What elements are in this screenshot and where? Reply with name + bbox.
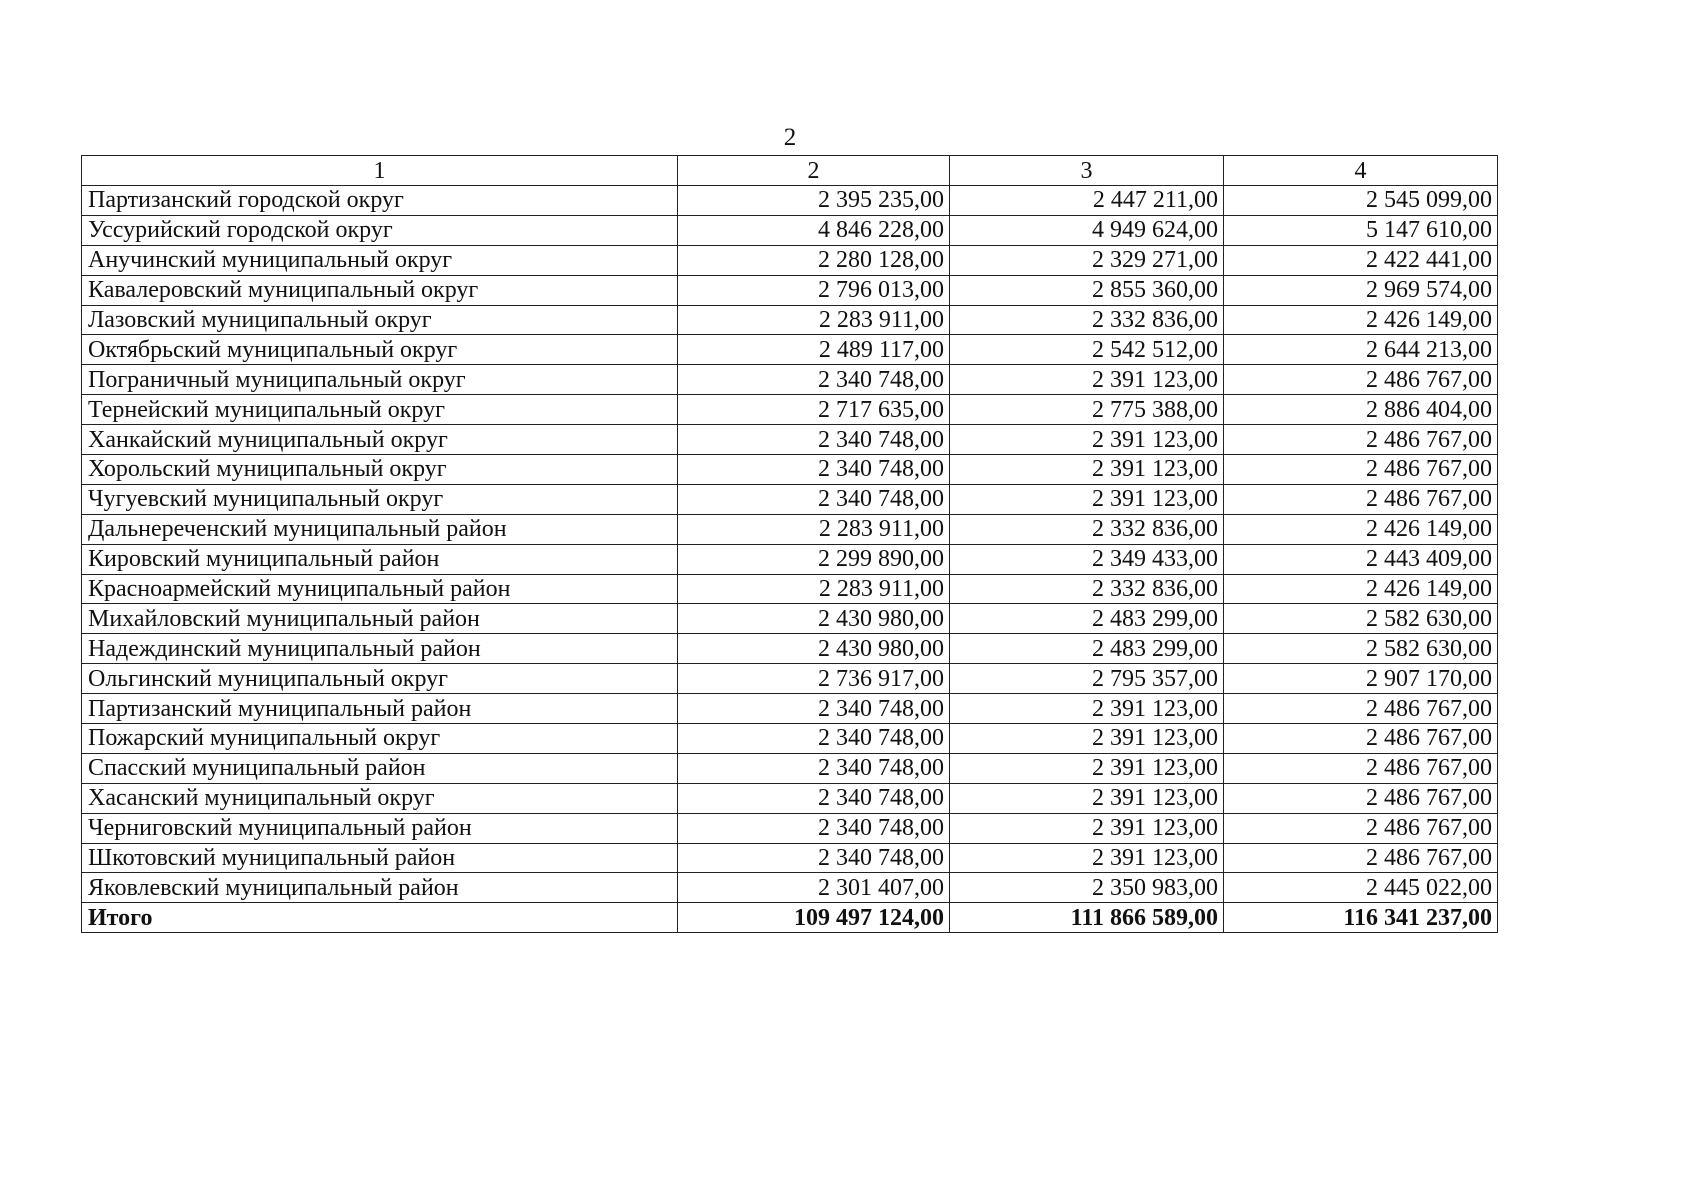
value-col-2: 2 340 748,00 (678, 843, 950, 873)
municipality-name: Хорольский муниципальный округ (82, 455, 678, 485)
value-col-4: 2 582 630,00 (1224, 634, 1498, 664)
table-row (82, 604, 1498, 634)
value-col-4: 2 486 767,00 (1224, 783, 1498, 813)
value-col-3: 2 391 123,00 (950, 365, 1224, 395)
municipality-name: Яковлевский муниципальный район (82, 873, 678, 903)
municipality-name: Дальнереченский муниципальный район (82, 514, 678, 544)
value-col-2: 2 430 980,00 (678, 634, 950, 664)
value-col-3: 2 391 123,00 (950, 425, 1224, 455)
municipality-name: Шкотовский муниципальный район (82, 843, 678, 873)
value-col-4: 2 426 149,00 (1224, 305, 1498, 335)
value-col-4: 2 486 767,00 (1224, 753, 1498, 783)
column-header: 1 (82, 156, 678, 186)
value-col-4: 2 907 170,00 (1224, 664, 1498, 694)
table-row (82, 425, 1498, 455)
value-col-3: 2 349 433,00 (950, 544, 1224, 574)
table-row (82, 186, 1498, 216)
table-row (82, 873, 1498, 903)
value-col-3: 2 775 388,00 (950, 395, 1224, 425)
value-col-2: 2 280 128,00 (678, 245, 950, 275)
municipality-name: Кавалеровский муниципальный округ (82, 275, 678, 305)
table-row (82, 753, 1498, 783)
table-row (82, 365, 1498, 395)
value-col-2: 2 395 235,00 (678, 186, 950, 216)
value-col-2: 2 283 911,00 (678, 514, 950, 544)
table-row (82, 544, 1498, 574)
value-col-4: 2 445 022,00 (1224, 873, 1498, 903)
table-body (82, 156, 1498, 933)
value-col-3: 2 483 299,00 (950, 604, 1224, 634)
table-row (82, 245, 1498, 275)
value-col-4: 2 426 149,00 (1224, 514, 1498, 544)
table-row (82, 275, 1498, 305)
value-col-4: 2 969 574,00 (1224, 275, 1498, 305)
value-col-3: 2 391 123,00 (950, 783, 1224, 813)
value-col-2: 2 283 911,00 (678, 574, 950, 604)
municipality-name: Хасанский муниципальный округ (82, 783, 678, 813)
value-col-4: 5 147 610,00 (1224, 215, 1498, 245)
table-row (82, 694, 1498, 724)
municipality-name: Красноармейский муниципальный район (82, 574, 678, 604)
value-col-2: 2 340 748,00 (678, 694, 950, 724)
value-col-2: 2 340 748,00 (678, 455, 950, 485)
table-row (82, 484, 1498, 514)
value-col-3: 2 391 123,00 (950, 753, 1224, 783)
value-col-4: 2 426 149,00 (1224, 574, 1498, 604)
municipality-name: Спасский муниципальный район (82, 753, 678, 783)
table-row (82, 783, 1498, 813)
value-col-3: 2 391 123,00 (950, 843, 1224, 873)
value-col-2: 2 340 748,00 (678, 425, 950, 455)
value-col-4: 2 422 441,00 (1224, 245, 1498, 275)
municipality-name: Анучинский муниципальный округ (82, 245, 678, 275)
municipality-name: Ольгинский муниципальный округ (82, 664, 678, 694)
value-col-3: 2 391 123,00 (950, 455, 1224, 485)
value-col-3: 2 795 357,00 (950, 664, 1224, 694)
value-col-2: 2 340 748,00 (678, 484, 950, 514)
value-col-4: 2 486 767,00 (1224, 455, 1498, 485)
municipality-name: Кировский муниципальный район (82, 544, 678, 574)
total-col-2: 109 497 124,00 (678, 903, 950, 933)
municipality-name: Черниговский муниципальный район (82, 813, 678, 843)
total-row (82, 903, 1498, 933)
value-col-2: 2 717 635,00 (678, 395, 950, 425)
value-col-3: 2 329 271,00 (950, 245, 1224, 275)
value-col-2: 2 340 748,00 (678, 365, 950, 395)
value-col-4: 2 486 767,00 (1224, 484, 1498, 514)
table-row (82, 634, 1498, 664)
value-col-3: 2 447 211,00 (950, 186, 1224, 216)
column-number-row (82, 156, 1498, 186)
value-col-3: 2 391 123,00 (950, 694, 1224, 724)
value-col-2: 2 340 748,00 (678, 753, 950, 783)
value-col-3: 2 483 299,00 (950, 634, 1224, 664)
value-col-2: 2 736 917,00 (678, 664, 950, 694)
value-col-4: 2 486 767,00 (1224, 425, 1498, 455)
table-row (82, 574, 1498, 604)
value-col-3: 2 391 123,00 (950, 484, 1224, 514)
value-col-4: 2 486 767,00 (1224, 724, 1498, 754)
value-col-3: 2 391 123,00 (950, 724, 1224, 754)
municipality-name: Партизанский муниципальный район (82, 694, 678, 724)
total-label: Итого (82, 903, 678, 933)
column-header: 2 (678, 156, 950, 186)
value-col-4: 2 486 767,00 (1224, 694, 1498, 724)
value-col-3: 2 350 983,00 (950, 873, 1224, 903)
municipality-name: Чугуевский муниципальный округ (82, 484, 678, 514)
value-col-3: 4 949 624,00 (950, 215, 1224, 245)
value-col-3: 2 332 836,00 (950, 514, 1224, 544)
table-row (82, 843, 1498, 873)
value-col-3: 2 542 512,00 (950, 335, 1224, 365)
municipality-name: Михайловский муниципальный район (82, 604, 678, 634)
value-col-3: 2 332 836,00 (950, 574, 1224, 604)
value-col-4: 2 486 767,00 (1224, 843, 1498, 873)
column-header: 3 (950, 156, 1224, 186)
value-col-2: 2 340 748,00 (678, 813, 950, 843)
value-col-4: 2 644 213,00 (1224, 335, 1498, 365)
value-col-4: 2 886 404,00 (1224, 395, 1498, 425)
municipality-name: Ханкайский муниципальный округ (82, 425, 678, 455)
value-col-4: 2 486 767,00 (1224, 813, 1498, 843)
municipality-name: Партизанский городской округ (82, 186, 678, 216)
total-col-4: 116 341 237,00 (1224, 903, 1498, 933)
municipality-name: Пограничный муниципальный округ (82, 365, 678, 395)
municipality-name: Надеждинский муниципальный район (82, 634, 678, 664)
total-col-3: 111 866 589,00 (950, 903, 1224, 933)
value-col-2: 2 340 748,00 (678, 724, 950, 754)
budget-table (81, 155, 1498, 933)
table-row (82, 395, 1498, 425)
table-row (82, 335, 1498, 365)
municipality-name: Лазовский муниципальный округ (82, 305, 678, 335)
value-col-3: 2 391 123,00 (950, 813, 1224, 843)
municipality-name: Уссурийский городской округ (82, 215, 678, 245)
municipality-name: Тернейский муниципальный округ (82, 395, 678, 425)
value-col-4: 2 486 767,00 (1224, 365, 1498, 395)
value-col-3: 2 332 836,00 (950, 305, 1224, 335)
value-col-2: 2 430 980,00 (678, 604, 950, 634)
value-col-4: 2 545 099,00 (1224, 186, 1498, 216)
value-col-4: 2 582 630,00 (1224, 604, 1498, 634)
page-number: 2 (783, 124, 797, 151)
table-row (82, 215, 1498, 245)
value-col-2: 2 299 890,00 (678, 544, 950, 574)
municipality-name: Пожарский муниципальный округ (82, 724, 678, 754)
value-col-2: 2 489 117,00 (678, 335, 950, 365)
table-row (82, 664, 1498, 694)
value-col-3: 2 855 360,00 (950, 275, 1224, 305)
table-row (82, 305, 1498, 335)
table-row (82, 514, 1498, 544)
table-row (82, 455, 1498, 485)
table-row (82, 813, 1498, 843)
value-col-2: 2 796 013,00 (678, 275, 950, 305)
municipality-name: Октябрьский муниципальный округ (82, 335, 678, 365)
value-col-2: 2 301 407,00 (678, 873, 950, 903)
value-col-2: 4 846 228,00 (678, 215, 950, 245)
table-row (82, 724, 1498, 754)
value-col-2: 2 283 911,00 (678, 305, 950, 335)
value-col-2: 2 340 748,00 (678, 783, 950, 813)
value-col-4: 2 443 409,00 (1224, 544, 1498, 574)
column-header: 4 (1224, 156, 1498, 186)
